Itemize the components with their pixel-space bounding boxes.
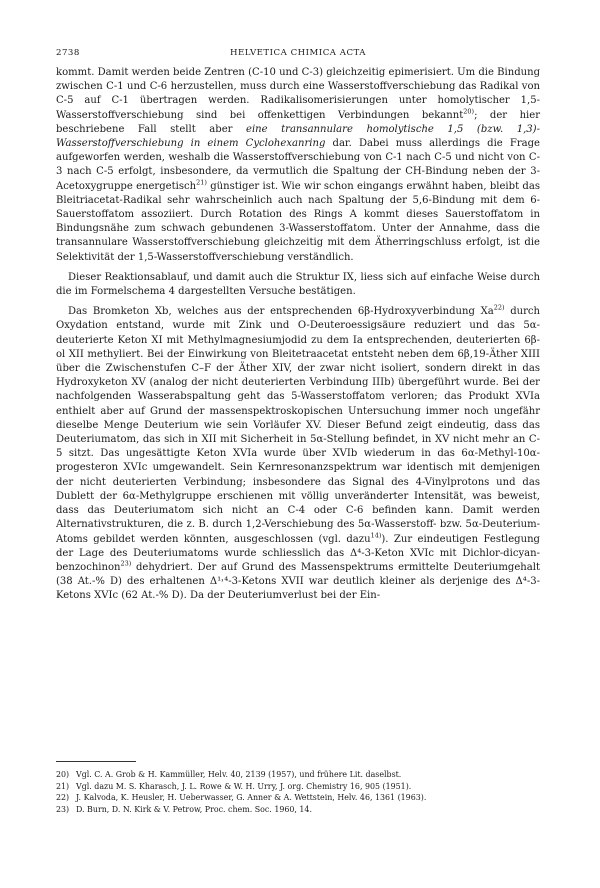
text-run: günstiger ist. Wie wir schon eingangs erwähnt haben, bleibt das Bleitriacetat-Radikal sehr wahrscheinlich auch nach Spaltung der 5,6-Bindung mit dem 6-Sauerstoffatom assoziiert. Durch Rotation des Rings A kommt dieses Sauerstoffatom in Bindungsnähe zum schwach gebundenen 3-Wasserstoffatom. Unter der Annahme, dass die transannulare Wasserstoffverschiebung gleichzeitig mit dem Ätherringschluss erfolgt, ist die Selektivität der 1,5-Wasserstoffverschiebung verständlich. <box>56 180 540 263</box>
text-run: Dieser Reaktionsablauf, und damit auch die Struktur IX, liess sich auf einfache Weise durch die im Formelschema 4 dargestellten Versuche bestätigen. <box>56 271 540 298</box>
footnote-number: 22) <box>56 793 70 802</box>
footnote-ref: 21) <box>196 178 207 187</box>
text-run: dar. Dabei muss allerdings die Frage aufgeworfen werden, weshalb die Wasserstoffverschiebung von C-1 nach C-5 und nicht von C-3 nach C-5 erfolgt, insbesondere, da vermutlich die Spaltung der CH-Bindung neben der 3-Acetoxygruppe energetisch <box>56 138 540 192</box>
text-run: Das Bromketon Xb, welches aus der entsprechenden 6β-Hydroxyverbindung Xa <box>68 306 494 318</box>
paragraph <box>56 271 540 299</box>
footnote-rule <box>56 761 136 762</box>
emphasis: eine transannulare homolytische 1,5 (bzw. 1,3)-Wasserstoffverschiebung in einem Cyclohexanring <box>56 123 540 150</box>
footnote-text: D. Burn, D. N. Kirk & V. Petrow, Proc. chem. Soc. 1960, 14. <box>76 804 312 814</box>
page-number: 2738 <box>56 48 80 58</box>
footnote <box>56 792 540 804</box>
footnote-text: Vgl. C. A. Grob & H. Kammüller, Helv. 40, 2139 (1957), und frühere Lit. daselbst. <box>76 770 402 779</box>
footnote <box>56 804 540 816</box>
footnote-ref: 14) <box>370 531 382 540</box>
text-run: dehydriert. Der auf Grund des Massenspektrums ermittelte Deuteriumgehalt (38 At.-% D) des erhaltenen Δ¹˒⁴-3-Ketons XVII war deutlich kleiner als derjenige des Δ⁴-3-Ketons XVIc (62 At.-% D). Da der Deuteriumverlust bei der Ein- <box>56 561 540 602</box>
footnote-text: Vgl. dazu M. S. Kharasch, J. L. Rowe & W. H. Urry, J. org. Chemistry 16, 905 (1951). <box>76 781 412 791</box>
text-run: ; der hier beschriebene Fall stellt aber <box>56 109 540 135</box>
footnote-number: 20) <box>56 770 70 779</box>
footnotes <box>56 769 540 815</box>
body-text <box>56 66 540 610</box>
paragraph <box>56 305 540 603</box>
footnote <box>56 781 540 793</box>
footnote-text: J. Kalvoda, K. Heusler, H. Ueberwasser, G. Anner & A. Wettstein, Helv. 46, 1361 (1963). <box>76 793 427 802</box>
footnote-ref: 23) <box>120 559 132 568</box>
journal-title: HELVETICA CHIMICA ACTA <box>230 48 366 58</box>
footnote-ref: 22) <box>493 303 505 312</box>
text-run: ). Zur eindeutigen Festlegung der Lage des Deuteriumatoms wurde schliesslich das Δ⁴-3-Keton XVIc mit Dichlor-dicyan-benzochinon <box>56 533 540 573</box>
footnote-ref: 20) <box>463 107 475 116</box>
text-run: kommt. Damit werden beide Zentren (C-10 und C-3) gleichzeitig epimerisiert. Um die Bindung zwischen C-1 und C-6 herzustellen, muss durch eine Wasserstoffverschiebung das Radikal von C-5 auf C-1 übertragen werden. Radikalisomerisierungen unter homolytischer 1,5-Wasserstoffverschiebung sind bei offenkettigen Verbindungen bekannt <box>56 67 540 121</box>
text-run: durch Oxydation entstand, wurde mit Zink und O-Deuteroessigsäure reduziert und das 5α-deuterierte Keton XI mit Methylmagnesiumjodid zu dem Ia entsprechenden, deuterierten 6β-ol XII methyliert. Bei der Einwirkung von Bleitetraacetat entsteht neben dem 6β,19-Äther XIII über die Zwischenstufen C–F der Äther XIV, der zwar nicht isoliert, sondern direkt in das Hydroxyketon XV (analog der nicht deuterierten Verbindung IIIb) übergeführt wurde. Bei der nachfolgenden Wasserabspaltung geht das 5-Wasserstoffatom verloren; das Produkt XVIa enthielt aber auf Grund der massenspektroskopischen Untersuchung immer noch ungefähr dieselbe Menge Deuterium wie sein Vorläufer XV. Dieser Befund zeigt eindeutig, dass das Deuteriumatom, das sich in XII mit Sicherheit in 5α-Stellung befindet, in XV nicht mehr an C-5 sitzt. Das ungesättigte Keton XVIa wurde über XVIb wiederum in das 6α-Methyl-10α-progesteron XVIc umgewandelt. Sein Kernresonanzspektrum war identisch mit demjenigen der nicht deuterierten Verbindung; insbesondere das Signal des 4-Vinylprotons und das Dublett der 6α-Methylgruppe erschienen mit völlig unveränderter Intensität, was beweist, dass das Deuteriumatom sich nicht an C-4 oder C-6 befinden kann. Damit werden Alternativstrukturen, die z. B. durch 1,2-Verschiebung des 5α-Wasserstoff- bzw. 5α-Deuterium-Atoms gebildet werden könnten, ausgeschlossen (vgl. dazu <box>56 306 540 545</box>
footnote <box>56 769 540 781</box>
footnote-number: 21) <box>56 781 70 791</box>
footnote-number: 23) <box>56 804 70 814</box>
paragraph <box>56 66 540 265</box>
